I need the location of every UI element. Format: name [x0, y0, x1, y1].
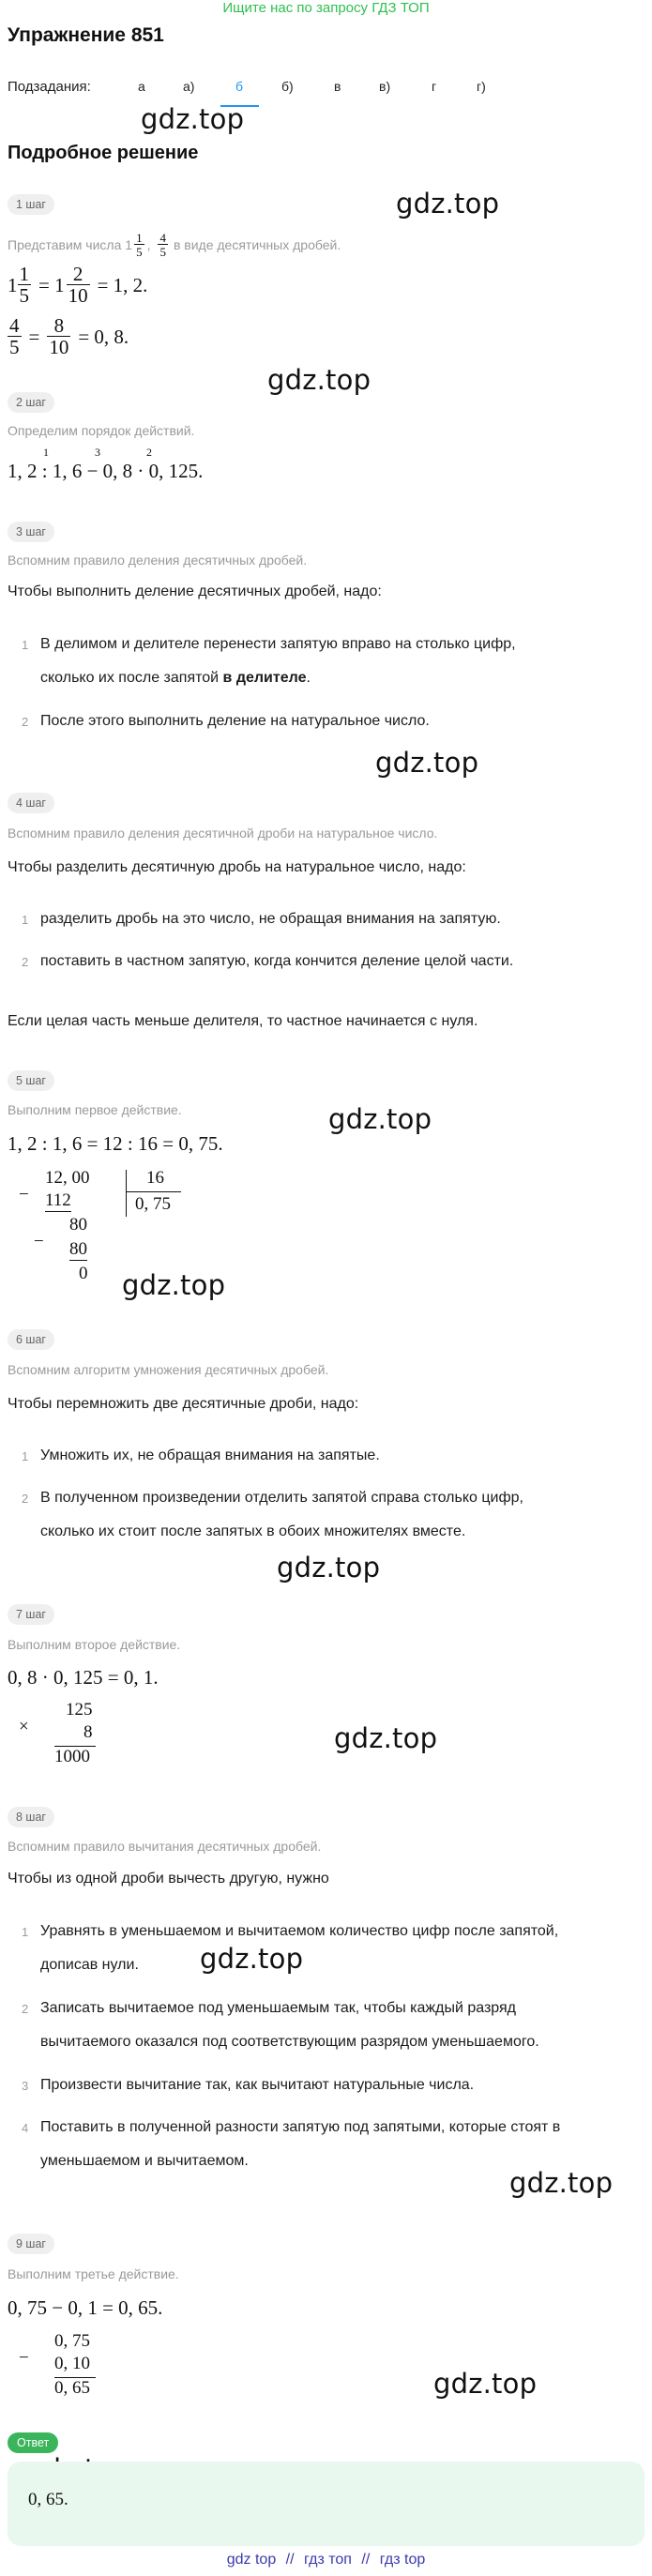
- list-item: уменьшаемом и вычитаемом.: [40, 2153, 249, 2169]
- list-number: 2: [22, 1492, 29, 1506]
- watermark: gdz.top: [277, 1552, 381, 1583]
- tab-b[interactable]: б: [235, 79, 244, 94]
- rule-lead: Чтобы перемножить две десятичные дроби, надо:: [8, 1396, 359, 1412]
- column-subtraction: [8, 2331, 120, 2406]
- step-badge: 8 шаг: [8, 1807, 54, 1827]
- step-badge: 5 шаг: [8, 1070, 54, 1091]
- column-multiplication: [8, 1700, 120, 1775]
- quotient: 0, 75: [135, 1194, 171, 1214]
- watermark: gdz.top: [328, 1103, 432, 1135]
- step-badge: 1 шаг: [8, 194, 54, 215]
- remainder: 80: [69, 1215, 87, 1235]
- step-badge: 3 шаг: [8, 522, 54, 542]
- list-item: Произвести вычитание так, как вычитают натуральные числа.: [40, 2077, 475, 2093]
- tab-g[interactable]: г: [432, 79, 437, 94]
- list-number: 2: [22, 955, 29, 969]
- step-intro: Выполним первое действие.: [8, 1102, 182, 1117]
- minus-sign: −: [19, 2348, 29, 2368]
- minuend: 0, 75: [54, 2331, 90, 2351]
- step-badge: 6 шаг: [8, 1329, 54, 1350]
- tab-v[interactable]: в: [334, 79, 341, 94]
- list-item: сколько их стоит после запятых в обоих множителях вместе.: [40, 1523, 466, 1539]
- long-division: [8, 1168, 195, 1295]
- math-expression: 1, 2 : 1, 6 − 0, 8 · 0, 125.: [8, 460, 204, 482]
- step-intro: Вспомним правило деления десятичных дробей.: [8, 553, 308, 568]
- watermark: gdz.top: [375, 747, 479, 779]
- factor: 125: [66, 1700, 93, 1720]
- math-expression: 0, 75 − 0, 1 = 0, 65.: [8, 2296, 163, 2319]
- watermark: gdz.top: [396, 188, 500, 220]
- math-line: $\frac{4}{5}$ = $\frac{8}{10}$ = 0, 8.: [9, 314, 129, 358]
- step-badge: 4 шаг: [8, 793, 54, 813]
- step-intro: Вспомним правило деления десятичной дроби на натуральное число.: [8, 826, 438, 841]
- subtrahend: 112: [45, 1190, 71, 1210]
- math-expression: 1, 2 : 1, 6 = 12 : 16 = 0, 75.: [8, 1132, 223, 1155]
- multiply-sign: ×: [19, 1717, 29, 1736]
- footer-separator: //: [361, 2552, 371, 2568]
- list-item: вычитаемого оказался под соответствующим разрядом уменьшаемого.: [40, 2034, 539, 2050]
- list-item: Уравнять в уменьшаемом и вычитаемом количество цифр после запятой,: [40, 1923, 559, 1939]
- step-badge: 9 шаг: [8, 2234, 54, 2254]
- answer-badge: Ответ: [8, 2432, 58, 2453]
- list-item: После этого выполнить деление на натуральное число.: [40, 713, 430, 729]
- step-intro: Представим числа 1 $\frac{1}{5}$ , $\frac{4}{5}$ в виде десятичных дробей.: [8, 231, 341, 259]
- remainder: 0: [79, 1264, 88, 1283]
- subtasks-label: Подзадания:: [8, 79, 91, 95]
- watermark: gdz.top: [267, 364, 371, 396]
- step-badge: 7 шаг: [8, 1604, 54, 1625]
- section-heading: Подробное решение: [8, 143, 199, 163]
- tab-g-paren[interactable]: г): [477, 79, 486, 94]
- rule-lead: Чтобы из одной дроби вычесть другую, нужно: [8, 1871, 329, 1887]
- footer-link-2[interactable]: гдз топ: [304, 2552, 352, 2568]
- order-mark: 2: [146, 446, 152, 459]
- order-mark: 1: [43, 446, 49, 459]
- list-number: 4: [22, 2121, 29, 2135]
- rule-lead: Чтобы разделить десятичную дробь на натуральное число, надо:: [8, 859, 466, 875]
- list-item: дописав нули.: [40, 1957, 139, 1973]
- rule-lead: Чтобы выполнить деление десятичных дробей, надо:: [8, 583, 382, 599]
- list-number: 2: [22, 2002, 29, 2016]
- dividend: 12, 00: [45, 1168, 90, 1188]
- step-badge: 2 шаг: [8, 392, 54, 413]
- step-intro: Определим порядок действий.: [8, 423, 195, 438]
- list-item: Поставить в полученной разности запятую под запятыми, которые стоят в: [40, 2119, 561, 2135]
- watermark: gdz.top: [334, 1722, 438, 1754]
- watermark: gdz.top: [200, 1943, 304, 1975]
- watermark: gdz.top: [433, 2368, 538, 2400]
- list-number: 2: [22, 715, 29, 729]
- list-number: 3: [22, 2079, 29, 2093]
- step-intro: Выполним третье действие.: [8, 2266, 179, 2281]
- tab-a-paren[interactable]: а): [183, 79, 195, 94]
- list-item: В делимом и делителе перенести запятую вправо на столько цифр,: [40, 636, 516, 652]
- footer-links: [0, 2552, 652, 2568]
- list-number: 1: [22, 638, 29, 652]
- watermark: gdz.top: [141, 103, 245, 135]
- tab-b-paren[interactable]: б): [281, 79, 294, 94]
- subtrahend: 80: [69, 1239, 87, 1259]
- division-rule: [127, 1191, 181, 1192]
- division-minus: −: [34, 1232, 44, 1251]
- list-item: Записать вычитаемое под уменьшаемым так, чтобы каждый разряд: [40, 2000, 517, 2016]
- watermark: gdz.top: [122, 1269, 226, 1301]
- footer-link-1[interactable]: gdz top: [226, 2552, 277, 2568]
- step-intro: Вспомним правило вычитания десятичных дробей.: [8, 1839, 322, 1854]
- division-bracket: [126, 1170, 127, 1217]
- list-number: 1: [22, 1449, 29, 1463]
- list-number: 1: [22, 1925, 29, 1939]
- list-number: 1: [22, 913, 29, 927]
- difference: 0, 65: [54, 2378, 90, 2398]
- rule-note: Если целая часть меньше делителя, то частное начинается с нуля.: [8, 1013, 478, 1029]
- subtrahend: 0, 10: [54, 2354, 90, 2373]
- list-item: сколько их после запятой в делителе.: [40, 670, 311, 686]
- page-title: Упражнение 851: [8, 24, 164, 46]
- list-item: В полученном произведении отделить запятой справа столько цифр,: [40, 1490, 523, 1506]
- step-intro: Вспомним алгоритм умножения десятичных дробей.: [8, 1362, 329, 1377]
- list-item: поставить в частном запятую, когда кончится деление целой части.: [40, 953, 514, 969]
- division-minus: −: [19, 1185, 29, 1205]
- factor: 8: [83, 1722, 93, 1742]
- product: 1000: [54, 1747, 90, 1766]
- list-item: Умножить их, не обращая внимания на запятые.: [40, 1447, 380, 1463]
- step-intro: Выполним второе действие.: [8, 1637, 181, 1652]
- list-item: разделить дробь на это число, не обращая внимания на запятую.: [40, 911, 501, 927]
- math-line: 1 $\frac{1}{5}$ = 1 $\frac{2}{10}$ = 1, 2.: [8, 263, 148, 307]
- answer-value: 0, 65.: [28, 2490, 68, 2509]
- footer-separator: //: [285, 2552, 295, 2568]
- math-expression: 0, 8 · 0, 125 = 0, 1.: [8, 1666, 159, 1689]
- tab-v-paren[interactable]: в): [379, 79, 391, 94]
- top-banner[interactable]: Ищите нас по запросу ГДЗ ТОП: [222, 0, 430, 16]
- answer-box: [8, 2462, 644, 2546]
- order-mark: 3: [95, 446, 100, 459]
- tab-a[interactable]: а: [138, 79, 145, 94]
- watermark: gdz.top: [509, 2167, 614, 2199]
- divisor: 16: [146, 1168, 164, 1188]
- footer-link-3[interactable]: гдз top: [379, 2552, 426, 2568]
